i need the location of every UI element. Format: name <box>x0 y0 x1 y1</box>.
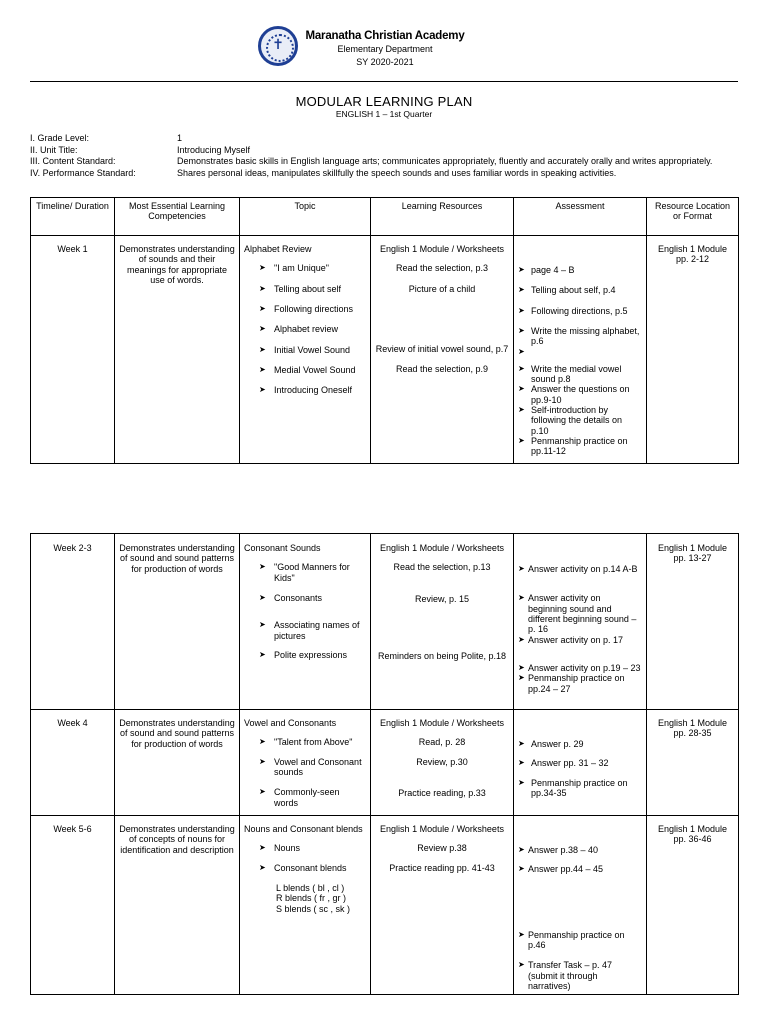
resource-head: English 1 Module / Worksheets <box>380 244 504 254</box>
topic-cell <box>240 534 371 710</box>
school-year: SY 2020-2021 <box>356 57 414 67</box>
grade-level-row <box>30 133 738 144</box>
assessment-item: ➤ Following directions, p.5 <box>518 306 642 316</box>
assessment-item: ➤ Answer activity on p. 17 <box>518 635 642 645</box>
resource-head: English 1 Module / Worksheets <box>380 718 504 728</box>
info-label: II. Unit Title: <box>30 144 78 155</box>
plan-info <box>30 133 738 179</box>
assessment-item: ➤ Answer activity on p.19 – 23 <box>518 663 642 673</box>
topic-item: ➤ Medial Vowel Sound <box>244 365 366 375</box>
blend-item: R blends ( fr , gr ) <box>276 893 347 904</box>
topic-item: ➤ Initial Vowel Sound <box>244 345 366 355</box>
topic-item: ➤ Polite expressions <box>244 650 366 660</box>
plan-table-weeks-2-6 <box>30 533 739 995</box>
assessment-item: ➤ Answer activity on beginning sound and different beginning sound – p. 16 <box>518 593 642 634</box>
topic-item: ➤ Consonant blends <box>244 863 366 873</box>
location-cell: English 1 Module pp. 13-27 <box>647 534 739 710</box>
topic-cell <box>240 816 371 995</box>
info-value: 1 <box>177 133 183 143</box>
school-name: Maranatha Christian Academy <box>305 30 465 42</box>
blend-item: L blends ( bl , cl ) <box>276 883 345 894</box>
info-label: IV. Performance Standard: <box>30 167 136 178</box>
location-cell: English 1 Module pp. 2-12 <box>647 236 739 464</box>
topic-item: ➤ Following directions <box>244 304 366 314</box>
timeline-cell: Week 1 <box>31 236 115 464</box>
timeline-cell: Week 5-6 <box>31 816 115 995</box>
assessment-item: ➤ Answer activity on p.14 A-B <box>518 564 642 574</box>
timeline-cell: Week 4 <box>31 710 115 816</box>
assessment-item: ➤ page 4 – B <box>518 265 642 275</box>
competency-cell: Demonstrates understanding of sounds and their meanings for appropriate use of words. <box>115 236 240 464</box>
info-value: Introducing Myself <box>177 144 251 155</box>
info-label: III. Content Standard: <box>30 156 116 166</box>
document-title: MODULAR LEARNING PLAN <box>295 94 473 109</box>
department: Elementary Department <box>337 44 433 54</box>
competency-cell: Demonstrates understanding of sound and sound patterns for production of words <box>115 710 240 816</box>
assessment-item <box>518 347 642 358</box>
assessment-item: ➤ Write the missing alphabet, p.6 <box>518 326 642 347</box>
resource-item: Read, p. 28 <box>418 737 466 748</box>
assessment-item: ➤ Answer p. 29 <box>518 739 642 749</box>
topic-title: Nouns and Consonant blends <box>244 824 363 834</box>
assessment-cell <box>514 816 647 995</box>
assessment-item: ➤ Answer pp. 31 – 32 <box>518 758 642 768</box>
assessment-item: ➤ Telling about self, p.4 <box>518 285 642 295</box>
assessment-item: ➤ Answer p.38 – 40 <box>518 845 642 855</box>
topic-item: ➤ Vowel and Consonant sounds <box>244 757 366 778</box>
resource-item: Review, p. 15 <box>414 593 470 604</box>
topic-item: ➤ Commonly-seen words <box>244 787 366 808</box>
assessment-item: ➤ Answer the questions on pp.9-10 <box>518 384 642 405</box>
assessment-item: ➤ Penmanship practice on pp.34-35 <box>518 778 642 799</box>
column-header: Learning Resources <box>371 198 514 236</box>
location-cell: English 1 Module pp. 36-46 <box>647 816 739 995</box>
content-standard-row <box>30 156 738 167</box>
info-value: Shares personal ideas, manipulates skillfully the speech sounds and uses familiar words in speaking activities. <box>177 167 617 178</box>
column-header: Most Essential Learning Competencies <box>115 198 240 236</box>
plan-table-week1 <box>30 197 739 464</box>
resource-item: Review of initial vowel sound, p.7 <box>375 344 509 355</box>
resource-item: Practice reading, p.33 <box>398 788 486 799</box>
info-value: Demonstrates basic skills in English language arts; communicates appropriately, fluently and accurately orally and writes appropriately. <box>177 156 713 166</box>
assessment-cell <box>514 710 647 816</box>
topic-item: ➤ Nouns <box>244 843 366 853</box>
resource-item: Read the selection, p.9 <box>395 364 489 375</box>
resource-item: Reminders on being Polite, p.18 <box>377 651 507 662</box>
column-header: Assessment <box>514 198 647 236</box>
topic-cell <box>240 710 371 816</box>
assessment-item: ➤ Penmanship practice on pp.24 – 27 <box>518 673 642 694</box>
assessment-item: ➤ Penmanship practice on pp.11-12 <box>518 436 642 457</box>
topic-title: Vowel and Consonants <box>244 718 337 728</box>
resource-item: Practice reading pp. 41-43 <box>389 862 495 873</box>
topic-item: ➤ Alphabet review <box>244 324 366 334</box>
resources-cell <box>371 236 514 464</box>
resource-item: Read the selection, p.3 <box>395 263 489 274</box>
assessment-item: ➤ Penmanship practice on p.46 <box>518 930 642 951</box>
performance-standard-row <box>30 168 738 179</box>
resource-item: Review, p.30 <box>416 756 468 767</box>
school-seal-icon <box>258 26 298 66</box>
column-header: Resource Location or Format <box>647 198 739 236</box>
document-subtitle: ENGLISH 1 – 1st Quarter <box>335 109 433 119</box>
resource-head: English 1 Module / Worksheets <box>380 824 504 834</box>
assessment-cell <box>514 534 647 710</box>
assessment-item: ➤ Write the medial vowel sound p.8 <box>518 364 642 385</box>
topic-item: ➤ "Good Manners for Kids" <box>244 562 366 583</box>
header-divider <box>30 81 738 82</box>
resource-item: Read the selection, p.13 <box>393 562 491 573</box>
location-cell: English 1 Module pp. 28-35 <box>647 710 739 816</box>
resources-cell <box>371 710 514 816</box>
resources-cell <box>371 816 514 995</box>
topic-item: ➤ Associating names of pictures <box>244 620 366 641</box>
document-header <box>0 26 768 72</box>
topic-item: ➤ Introducing Oneself <box>244 385 366 395</box>
assessment-item: ➤ Self-introduction by following the details on p.10 <box>518 405 642 436</box>
resources-cell <box>371 534 514 710</box>
topic-cell <box>240 236 371 464</box>
competency-cell: Demonstrates understanding of concepts of nouns for identification and description <box>115 816 240 995</box>
blend-item: S blends ( sc , sk ) <box>276 903 351 914</box>
info-label: I. Grade Level: <box>30 133 90 143</box>
assessment-item: ➤ Transfer Task – p. 47 (submit it through narratives) <box>518 960 642 991</box>
resource-item: Review p.38 <box>417 843 467 854</box>
competency-cell: Demonstrates understanding of sound and sound patterns for production of words <box>115 534 240 710</box>
resource-item: Picture of a child <box>408 283 476 294</box>
column-header: Timeline/ Duration <box>31 198 115 236</box>
column-header: Topic <box>240 198 371 236</box>
topic-item: ➤ "Talent from Above" <box>244 737 366 747</box>
topic-title: Alphabet Review <box>244 244 312 254</box>
assessment-item: ➤ Answer pp.44 – 45 <box>518 864 642 874</box>
resource-head: English 1 Module / Worksheets <box>380 543 504 553</box>
timeline-cell: Week 2-3 <box>31 534 115 710</box>
topic-title: Consonant Sounds <box>244 543 321 553</box>
unit-title-row <box>30 145 738 156</box>
assessment-cell <box>514 236 647 464</box>
topic-item: ➤ Consonants <box>244 593 366 603</box>
topic-item: ➤ Telling about self <box>244 284 366 294</box>
topic-item: ➤ "I am Unique" <box>244 263 366 273</box>
